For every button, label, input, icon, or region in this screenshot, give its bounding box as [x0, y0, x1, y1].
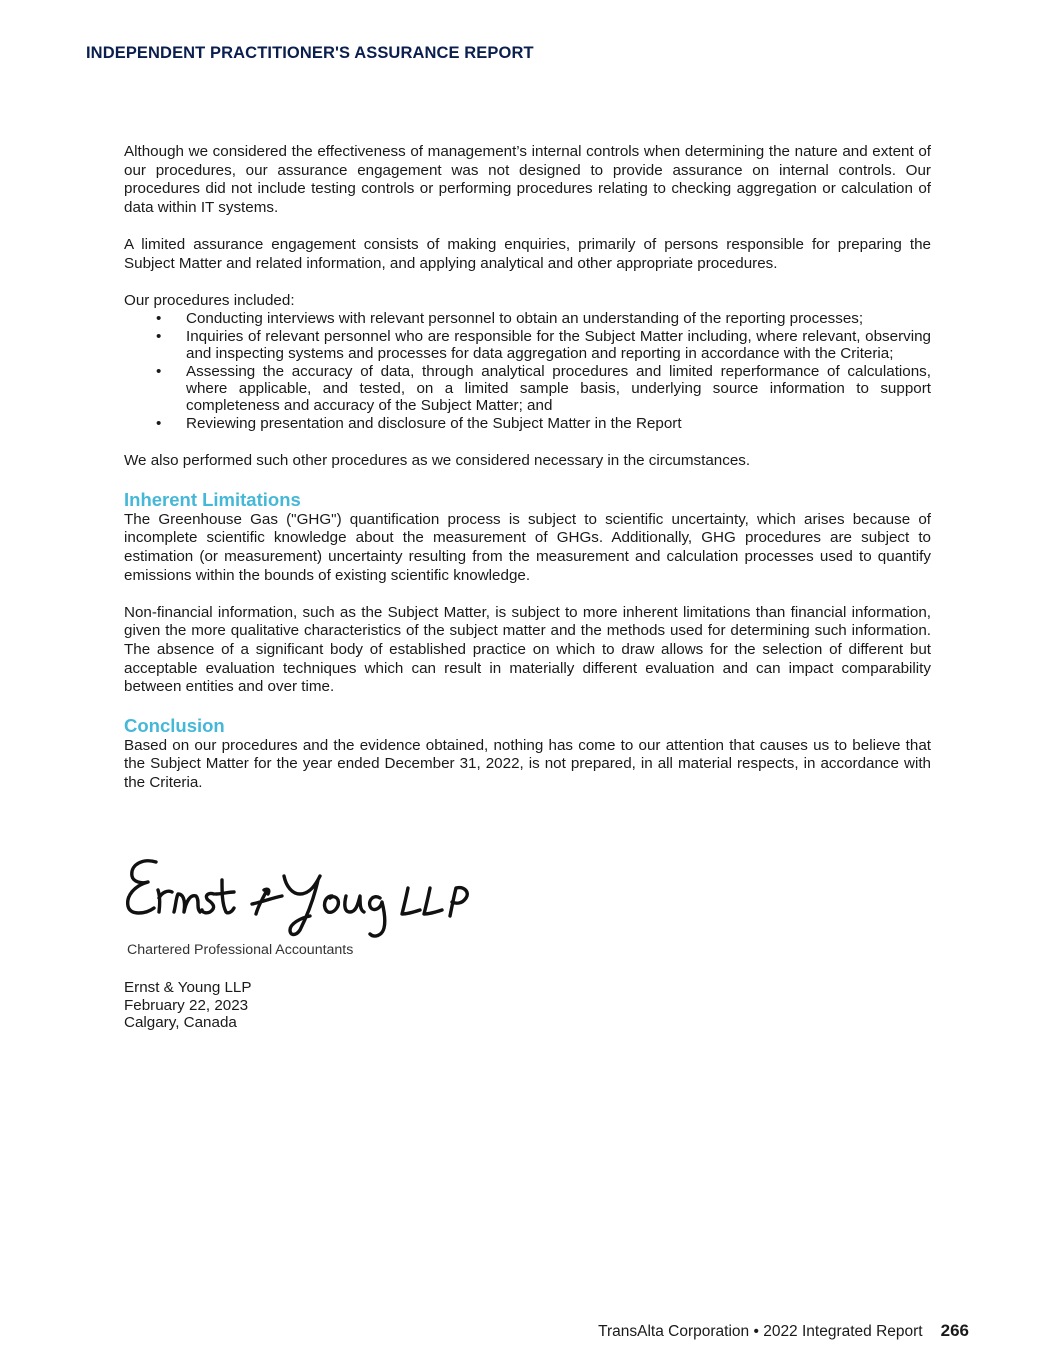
paragraph-non-financial: Non-financial information, such as the Subject Matter, is subject to more inherent limitations than financial information, given the more qualitative characteristics of the subject matter and the methods used for determining such information. The absence of a significant body of established practice on which to draw allows for the selection of different but acceptable evaluation techniques which can result in materially different evaluation and can impact comparability between entities and over time.	[124, 603, 931, 696]
page-number: 266	[940, 1321, 969, 1340]
signature-caption: Chartered Professional Accountants	[127, 942, 354, 958]
paragraph-internal-controls: Although we considered the effectiveness of management’s internal controls when determining the nature and extent of our procedures, our assurance engagement was not designed to provide assurance on internal controls. Our procedures did not include testing controls or performing procedures relating to checking aggregation or calculation of data within IT systems.	[124, 143, 931, 216]
spacer	[124, 585, 931, 604]
list-item	[156, 310, 931, 328]
spacer	[124, 217, 931, 236]
footer-report-name: TransAlta Corporation • 2022 Integrated Report	[598, 1323, 923, 1340]
list-item-text: Reviewing presentation and disclosure of the Subject Matter in the Report	[186, 414, 682, 432]
paragraph-limited-assurance: A limited assurance engagement consists of making enquiries, primarily of persons responsible for preparing the Subject Matter and related information, and applying analytical and other appropriate procedures.	[124, 235, 931, 272]
heading-inherent-limitations: Inherent Limitations	[124, 488, 301, 510]
paragraph-conclusion: Based on our procedures and the evidence obtained, nothing has come to our attention that causes us to believe that the Subject Matter for the year ended December 31, 2022, is not prepared, in all material respects, in accordance with the Criteria.	[124, 736, 931, 791]
signoff-date: February 22, 2023	[124, 996, 249, 1014]
spacer	[124, 273, 931, 292]
page-footer	[598, 1321, 969, 1341]
list-item	[156, 414, 931, 432]
list-item-text: Inquiries of relevant personnel who are responsible for the Subject Matter including, where relevant, observing and inspecting systems and processes for data aggregation and reporting in accordance with the Criteria;	[186, 327, 931, 363]
bullet-icon: •	[156, 362, 162, 380]
signoff-firm: Ernst & Young LLP	[124, 979, 252, 996]
list-item-text: Conducting interviews with relevant personnel to obtain an understanding of the reporting processes;	[186, 310, 864, 328]
page-header-title: INDEPENDENT PRACTITIONER'S ASSURANCE REPORT	[86, 44, 534, 62]
procedures-intro: Our procedures included:	[124, 291, 295, 309]
spacer	[124, 432, 931, 452]
heading-conclusion: Conclusion	[124, 714, 225, 736]
handwritten-signature	[124, 850, 469, 940]
bullet-icon: •	[156, 327, 162, 345]
paragraph-other-procedures: We also performed such other procedures as we considered necessary in the circumstances.	[124, 452, 751, 470]
list-item	[156, 327, 931, 363]
list-item-text: Assessing the accuracy of data, through analytical procedures and limited reperformance of calculations, where applicable, and tested, on a limited sample basis, underlying source information to support completeness and accuracy of the Subject Matter; and	[186, 362, 931, 415]
signoff-location: Calgary, Canada	[124, 1014, 237, 1032]
signature-block	[124, 850, 484, 958]
bullet-icon: •	[156, 414, 162, 432]
list-item	[156, 362, 931, 415]
paragraph-ghg-uncertainty: The Greenhouse Gas ("GHG") quantification process is subject to scientific uncertainty, which arises because of incomplete scientific knowledge about the measurement of GHGs. Additionally, GHG procedures are subject to estimation (or measurement) uncertainty resulting from the measurement and calculation processes used to quantify emissions within the bounds of existing scientific knowledge.	[124, 510, 931, 584]
signoff-block	[124, 979, 252, 1032]
report-body	[124, 143, 931, 793]
procedures-list	[124, 310, 931, 432]
bullet-icon: •	[156, 310, 162, 328]
